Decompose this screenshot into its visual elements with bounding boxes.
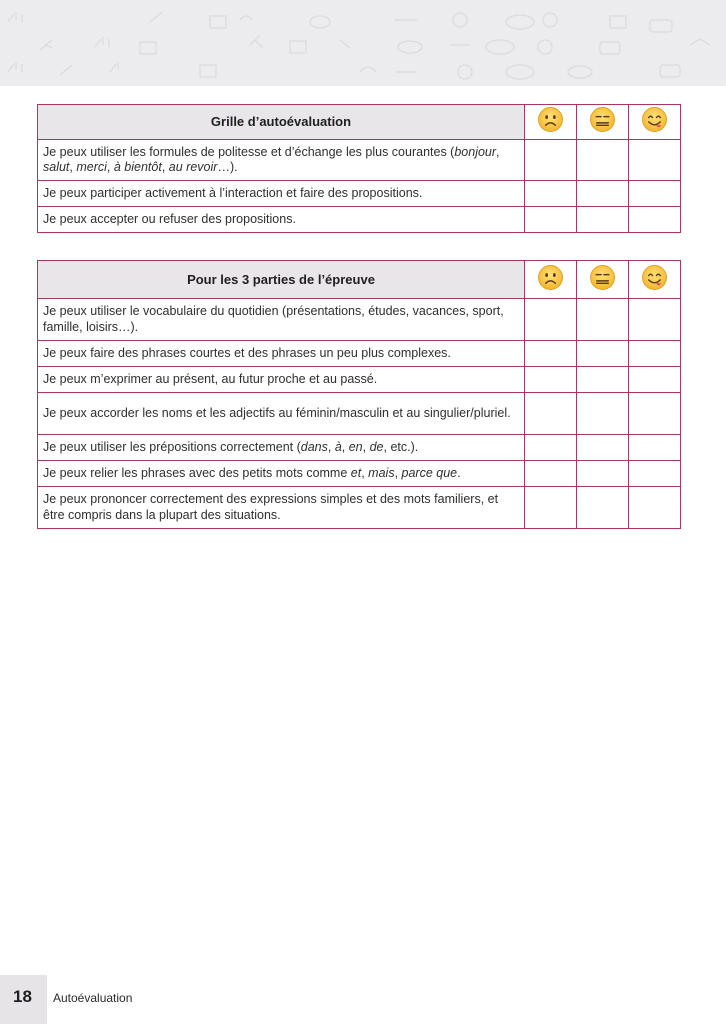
statement-text: Je peux accorder les noms et les adjectifs au féminin/masculin et au singulier/pluriel. (38, 393, 525, 435)
rating-cell-neutral[interactable] (577, 207, 629, 233)
table-row (38, 341, 681, 367)
grid-header-row (38, 105, 681, 140)
statement-text: Je peux prononcer correctement des expressions simples et des mots familiers, et être compris dans la plupart des situations. (38, 487, 525, 529)
neutral-face-icon (577, 261, 629, 299)
statement-text: Je peux accepter ou refuser des propositions. (38, 207, 525, 233)
exam-parts-grid (37, 260, 681, 529)
table-row (38, 367, 681, 393)
rating-cell-sad[interactable] (525, 435, 577, 461)
rating-cell-neutral[interactable] (577, 140, 629, 181)
rating-cell-neutral[interactable] (577, 299, 629, 341)
rating-cell-happy[interactable] (629, 435, 681, 461)
table-row (38, 299, 681, 341)
table-row (38, 461, 681, 487)
table-row (38, 181, 681, 207)
rating-cell-neutral[interactable] (577, 341, 629, 367)
rating-cell-neutral[interactable] (577, 435, 629, 461)
rating-cell-sad[interactable] (525, 299, 577, 341)
statement-text: Je peux utiliser les prépositions correctement (dans, à, en, de, etc.). (38, 435, 525, 461)
table-row (38, 435, 681, 461)
rating-cell-sad[interactable] (525, 487, 577, 529)
rating-cell-sad[interactable] (525, 367, 577, 393)
statement-text: Je peux participer activement à l’interaction et faire des propositions. (38, 181, 525, 207)
rating-cell-sad[interactable] (525, 207, 577, 233)
rating-cell-happy[interactable] (629, 299, 681, 341)
rating-cell-neutral[interactable] (577, 367, 629, 393)
rating-cell-happy[interactable] (629, 367, 681, 393)
happy-face-icon (629, 105, 681, 140)
happy-face-icon (629, 261, 681, 299)
decorative-banner (0, 0, 726, 86)
grid-title: Pour les 3 parties de l’épreuve (38, 261, 525, 299)
table-row (38, 487, 681, 529)
rating-cell-happy[interactable] (629, 207, 681, 233)
self-assessment-grid (37, 104, 681, 233)
rating-cell-sad[interactable] (525, 341, 577, 367)
doodle-pattern (0, 0, 726, 86)
table-row (38, 393, 681, 435)
sad-face-icon (525, 105, 577, 140)
sad-face-icon (525, 261, 577, 299)
section-label: Autoévaluation (53, 991, 133, 1005)
rating-cell-neutral[interactable] (577, 461, 629, 487)
rating-cell-happy[interactable] (629, 393, 681, 435)
rating-cell-happy[interactable] (629, 461, 681, 487)
table-row (38, 207, 681, 233)
rating-cell-neutral[interactable] (577, 181, 629, 207)
grid-title: Grille d’autoévaluation (38, 105, 525, 140)
rating-cell-neutral[interactable] (577, 487, 629, 529)
rating-cell-sad[interactable] (525, 140, 577, 181)
rating-cell-sad[interactable] (525, 181, 577, 207)
rating-cell-happy[interactable] (629, 487, 681, 529)
rating-cell-sad[interactable] (525, 461, 577, 487)
page-number: 18 (13, 987, 32, 1006)
statement-text: Je peux m’exprimer au présent, au futur proche et au passé. (38, 367, 525, 393)
rating-cell-happy[interactable] (629, 140, 681, 181)
grid-header-row (38, 261, 681, 299)
rating-cell-happy[interactable] (629, 341, 681, 367)
table-row (38, 140, 681, 181)
statement-text: Je peux relier les phrases avec des petits mots comme et, mais, parce que. (38, 461, 525, 487)
rating-cell-happy[interactable] (629, 181, 681, 207)
rating-cell-neutral[interactable] (577, 393, 629, 435)
neutral-face-icon (577, 105, 629, 140)
statement-text: Je peux utiliser le vocabulaire du quotidien (présentations, études, vacances, sport, famille, loisirs…). (38, 299, 525, 341)
statement-text: Je peux utiliser les formules de politesse et d’échange les plus courantes (bonjour, salut, merci, à bientôt, au revoir…). (38, 140, 525, 181)
rating-cell-sad[interactable] (525, 393, 577, 435)
statement-text: Je peux faire des phrases courtes et des phrases un peu plus complexes. (38, 341, 525, 367)
